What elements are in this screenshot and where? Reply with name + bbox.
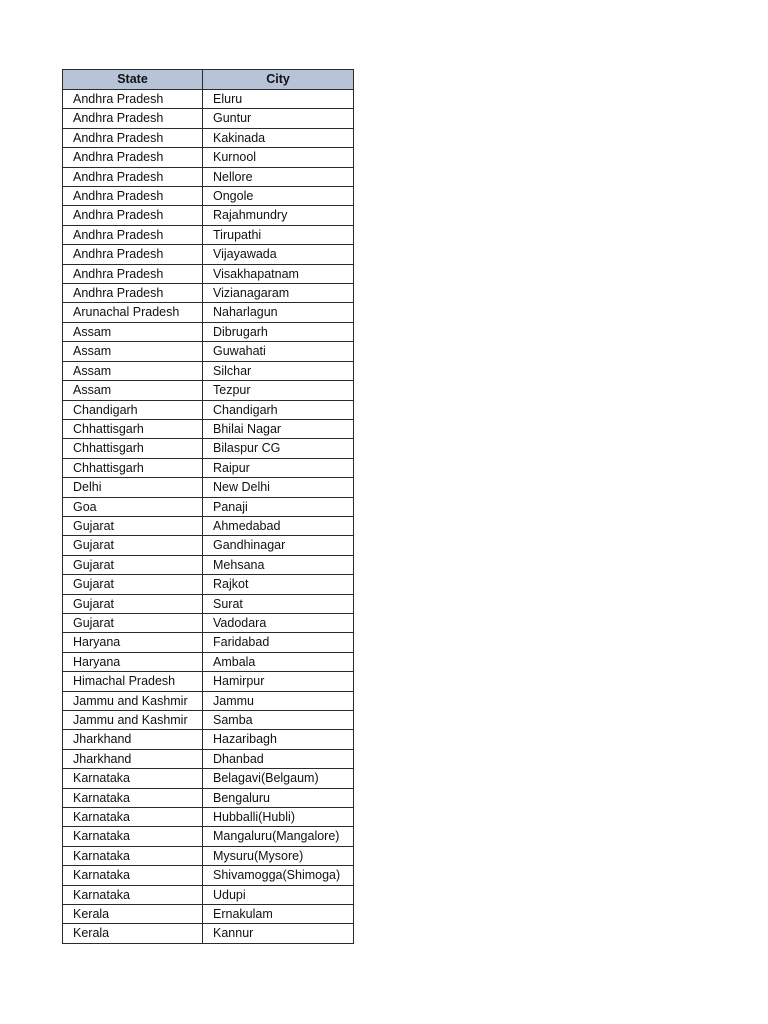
table-row [63, 206, 354, 225]
table-row [63, 846, 354, 865]
state-cell: Chhattisgarh [63, 419, 203, 438]
state-cell: Kerala [63, 905, 203, 924]
city-cell: Bhilai Nagar [203, 419, 354, 438]
table-row [63, 322, 354, 341]
table-row [63, 264, 354, 283]
table-row [63, 516, 354, 535]
table-row [63, 691, 354, 710]
table-row [63, 148, 354, 167]
state-cell: Karnataka [63, 846, 203, 865]
state-cell: Andhra Pradesh [63, 109, 203, 128]
state-cell: Jharkhand [63, 730, 203, 749]
state-cell: Assam [63, 342, 203, 361]
state-cell: Gujarat [63, 555, 203, 574]
city-cell: Kurnool [203, 148, 354, 167]
city-cell: Tezpur [203, 381, 354, 400]
state-cell: Karnataka [63, 769, 203, 788]
table-row [63, 284, 354, 303]
state-cell: Andhra Pradesh [63, 148, 203, 167]
state-cell: Arunachal Pradesh [63, 303, 203, 322]
city-cell: Hazaribagh [203, 730, 354, 749]
table-row [63, 555, 354, 574]
state-cell: Assam [63, 322, 203, 341]
city-cell: Nellore [203, 167, 354, 186]
state-cell: Kerala [63, 924, 203, 943]
table-row [63, 730, 354, 749]
column-header-city: City [203, 70, 354, 90]
city-cell: Visakhapatnam [203, 264, 354, 283]
city-cell: Panaji [203, 497, 354, 516]
city-cell: Hubballi(Hubli) [203, 808, 354, 827]
table-row [63, 788, 354, 807]
state-cell: Andhra Pradesh [63, 128, 203, 147]
state-cell: Jammu and Kashmir [63, 711, 203, 730]
city-cell: Naharlagun [203, 303, 354, 322]
state-cell: Himachal Pradesh [63, 672, 203, 691]
table-row [63, 885, 354, 904]
table-row [63, 361, 354, 380]
table-row [63, 613, 354, 632]
table-row [63, 187, 354, 206]
table-row [63, 827, 354, 846]
state-cell: Andhra Pradesh [63, 284, 203, 303]
table-row [63, 672, 354, 691]
city-cell: Ongole [203, 187, 354, 206]
city-cell: Mangaluru(Mangalore) [203, 827, 354, 846]
state-cell: Karnataka [63, 885, 203, 904]
table-row [63, 478, 354, 497]
state-cell: Chhattisgarh [63, 458, 203, 477]
state-cell: Karnataka [63, 808, 203, 827]
state-cell: Andhra Pradesh [63, 90, 203, 109]
city-cell: Eluru [203, 90, 354, 109]
state-cell: Gujarat [63, 613, 203, 632]
table-row [63, 749, 354, 768]
city-cell: Silchar [203, 361, 354, 380]
state-cell: Andhra Pradesh [63, 245, 203, 264]
state-cell: Haryana [63, 652, 203, 671]
state-cell: Jharkhand [63, 749, 203, 768]
state-cell: Gujarat [63, 575, 203, 594]
table-row [63, 90, 354, 109]
city-cell: Samba [203, 711, 354, 730]
table-row [63, 342, 354, 361]
table-row [63, 419, 354, 438]
city-cell: Ahmedabad [203, 516, 354, 535]
city-cell: Hamirpur [203, 672, 354, 691]
city-cell: Rajkot [203, 575, 354, 594]
state-cell: Andhra Pradesh [63, 206, 203, 225]
table-row [63, 109, 354, 128]
city-cell: New Delhi [203, 478, 354, 497]
state-cell: Chhattisgarh [63, 439, 203, 458]
city-cell: Faridabad [203, 633, 354, 652]
city-cell: Bengaluru [203, 788, 354, 807]
state-cell: Haryana [63, 633, 203, 652]
state-cell: Karnataka [63, 866, 203, 885]
table-row [63, 439, 354, 458]
city-cell: Kannur [203, 924, 354, 943]
city-cell: Dibrugarh [203, 322, 354, 341]
city-cell: Kakinada [203, 128, 354, 147]
city-cell: Jammu [203, 691, 354, 710]
state-cell: Andhra Pradesh [63, 187, 203, 206]
table-row [63, 866, 354, 885]
table-row [63, 905, 354, 924]
state-cell: Assam [63, 361, 203, 380]
table-row [63, 381, 354, 400]
city-cell: Guwahati [203, 342, 354, 361]
city-cell: Gandhinagar [203, 536, 354, 555]
city-cell: Mehsana [203, 555, 354, 574]
table-row [63, 652, 354, 671]
state-cell: Andhra Pradesh [63, 167, 203, 186]
city-cell: Belagavi(Belgaum) [203, 769, 354, 788]
city-cell: Ernakulam [203, 905, 354, 924]
state-cell: Assam [63, 381, 203, 400]
city-cell: Tirupathi [203, 225, 354, 244]
state-cell: Karnataka [63, 827, 203, 846]
city-cell: Dhanbad [203, 749, 354, 768]
state-cell: Andhra Pradesh [63, 264, 203, 283]
city-cell: Vizianagaram [203, 284, 354, 303]
table-row [63, 225, 354, 244]
state-cell: Andhra Pradesh [63, 225, 203, 244]
city-cell: Surat [203, 594, 354, 613]
city-cell: Udupi [203, 885, 354, 904]
city-cell: Shivamogga(Shimoga) [203, 866, 354, 885]
state-city-table [62, 69, 354, 944]
table-row [63, 924, 354, 943]
column-header-state: State [63, 70, 203, 90]
table-row [63, 633, 354, 652]
table-row [63, 497, 354, 516]
state-cell: Gujarat [63, 516, 203, 535]
table-row [63, 594, 354, 613]
table-row [63, 128, 354, 147]
table-body [63, 90, 354, 944]
state-cell: Gujarat [63, 594, 203, 613]
header-row [63, 70, 354, 90]
city-cell: Raipur [203, 458, 354, 477]
table-row [63, 303, 354, 322]
table-row [63, 808, 354, 827]
city-cell: Ambala [203, 652, 354, 671]
city-cell: Vadodara [203, 613, 354, 632]
state-cell: Delhi [63, 478, 203, 497]
state-cell: Goa [63, 497, 203, 516]
table-row [63, 245, 354, 264]
city-cell: Mysuru(Mysore) [203, 846, 354, 865]
state-cell: Karnataka [63, 788, 203, 807]
table-row [63, 769, 354, 788]
city-cell: Bilaspur CG [203, 439, 354, 458]
table-row [63, 711, 354, 730]
state-cell: Gujarat [63, 536, 203, 555]
city-cell: Guntur [203, 109, 354, 128]
state-cell: Chandigarh [63, 400, 203, 419]
table-row [63, 458, 354, 477]
city-cell: Chandigarh [203, 400, 354, 419]
city-cell: Vijayawada [203, 245, 354, 264]
table-row [63, 536, 354, 555]
city-cell: Rajahmundry [203, 206, 354, 225]
table-row [63, 400, 354, 419]
state-cell: Jammu and Kashmir [63, 691, 203, 710]
table-row [63, 167, 354, 186]
table-row [63, 575, 354, 594]
